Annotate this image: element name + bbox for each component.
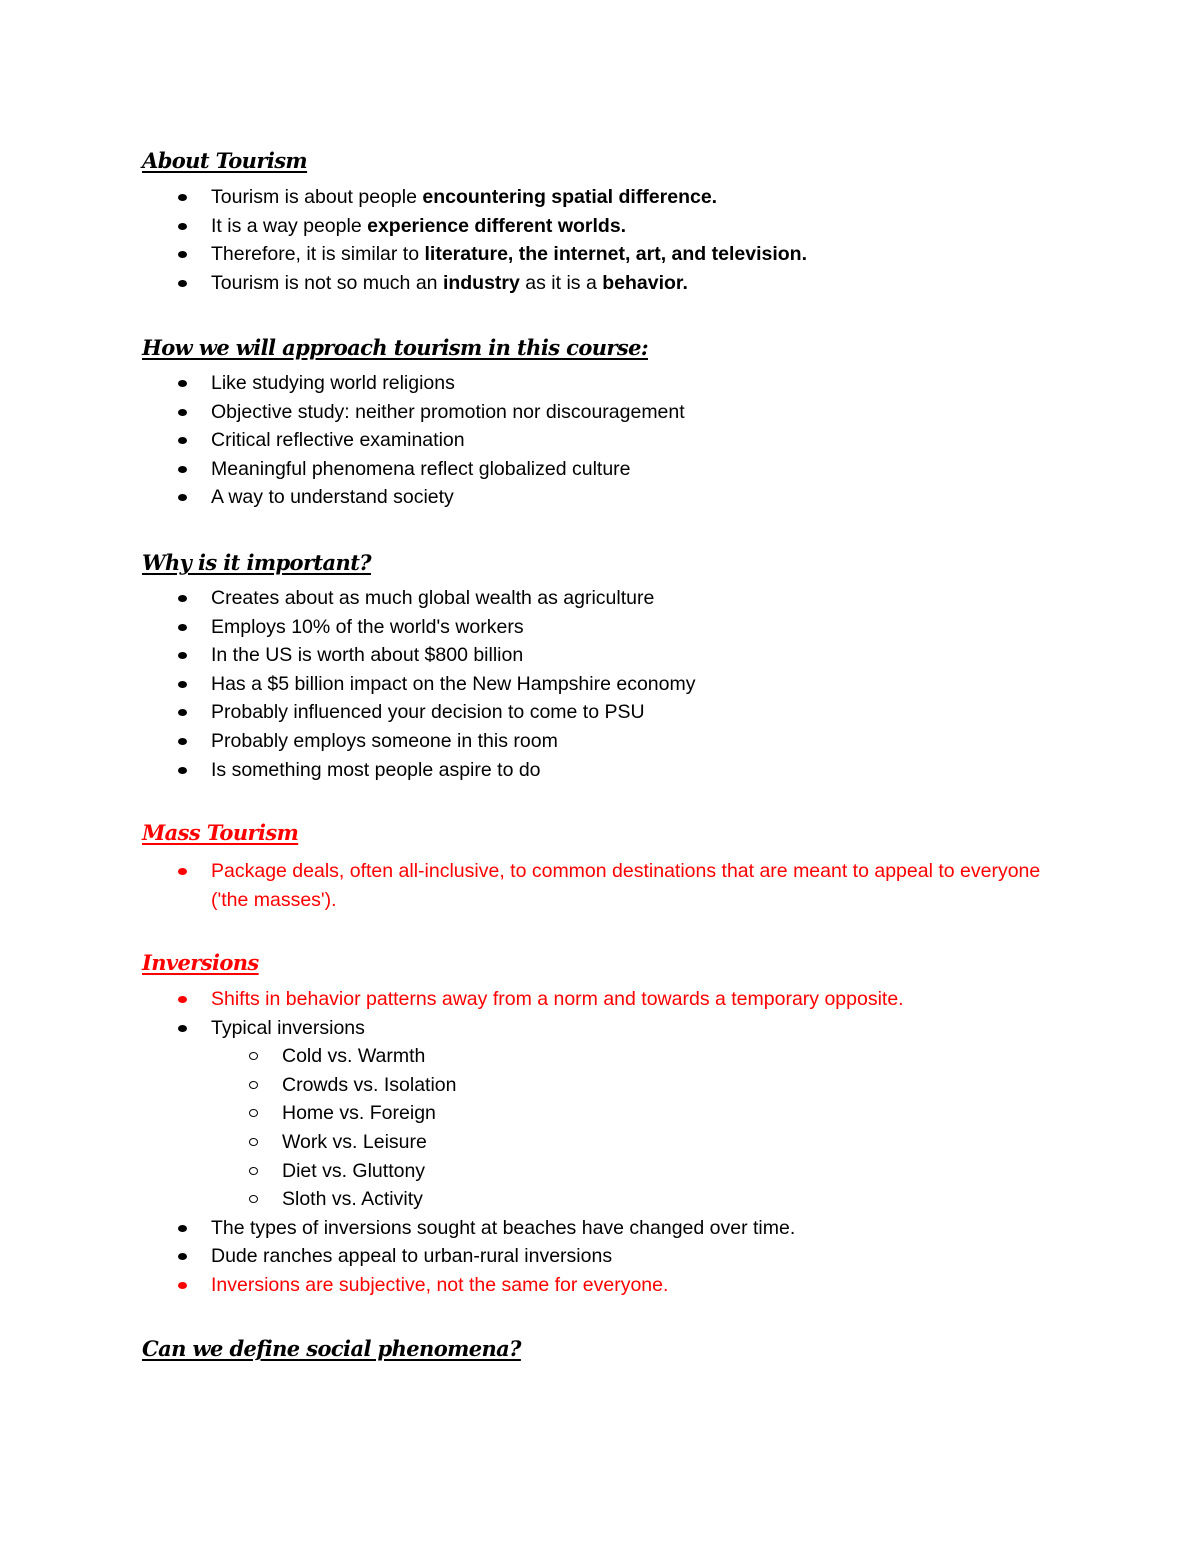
bullet-icon (178, 494, 187, 501)
heading-social-phenomena: Can we define social phenomena? (142, 1336, 521, 1361)
list-item: Objective study: neither promotion nor discouragement (0, 398, 685, 427)
bullet-icon (178, 251, 187, 258)
bullet-icon (178, 868, 187, 875)
sublist-item: Home vs. Foreign (0, 1099, 904, 1128)
list-inversions (0, 985, 904, 1300)
list-item: In the US is worth about $800 billion (0, 641, 695, 670)
list-item: Tourism is not so much an industry as it is a behavior. (0, 269, 807, 298)
heading-mass-tourism: Mass Tourism (142, 820, 299, 845)
list-item: Meaningful phenomena reflect globalized culture (0, 455, 685, 484)
hollow-bullet-icon (249, 1052, 258, 1060)
bullet-icon (178, 437, 187, 444)
bullet-icon (178, 1253, 187, 1260)
hollow-bullet-icon (249, 1081, 258, 1089)
list-item: It is a way people experience different worlds. (0, 212, 807, 241)
heading-why-important: Why is it important? (142, 550, 371, 575)
list-item: Package deals, often all-inclusive, to common destinations that are meant to appeal to everyone ('the masses'). (0, 857, 1061, 914)
list-why-important (0, 584, 695, 784)
heading-about-tourism: About Tourism (142, 148, 308, 173)
bullet-icon (178, 1282, 187, 1289)
list-item: Inversions are subjective, not the same for everyone. (0, 1271, 904, 1300)
bullet-icon (178, 223, 187, 230)
list-item: Probably employs someone in this room (0, 727, 695, 756)
list-item: Has a $5 billion impact on the New Hampshire economy (0, 670, 695, 699)
bullet-icon (178, 738, 187, 745)
list-item: Employs 10% of the world's workers (0, 613, 695, 642)
bullet-icon (178, 1025, 187, 1032)
list-item: Typical inversions (0, 1014, 904, 1043)
list-about-tourism (0, 183, 807, 297)
bullet-icon (178, 709, 187, 716)
bullet-icon (178, 624, 187, 631)
sublist-item: Crowds vs. Isolation (0, 1071, 904, 1100)
list-item: The types of inversions sought at beaches have changed over time. (0, 1214, 904, 1243)
list-item: Therefore, it is similar to literature, the internet, art, and television. (0, 240, 807, 269)
bullet-icon (178, 1225, 187, 1232)
bullet-icon (178, 996, 187, 1003)
sublist-item: Sloth vs. Activity (0, 1185, 904, 1214)
sublist-item: Cold vs. Warmth (0, 1042, 904, 1071)
bullet-icon (178, 681, 187, 688)
list-item: Tourism is about people encountering spatial difference. (0, 183, 807, 212)
bullet-icon (178, 380, 187, 387)
bullet-icon (178, 194, 187, 201)
list-mass-tourism (0, 857, 1061, 914)
list-item: Critical reflective examination (0, 426, 685, 455)
bullet-icon (178, 409, 187, 416)
bullet-icon (178, 652, 187, 659)
heading-approach: How we will approach tourism in this course: (142, 335, 648, 360)
list-item: Creates about as much global wealth as agriculture (0, 584, 695, 613)
hollow-bullet-icon (249, 1167, 258, 1175)
heading-inversions: Inversions (142, 950, 259, 975)
bullet-icon (178, 466, 187, 473)
list-item: A way to understand society (0, 483, 685, 512)
list-item: Dude ranches appeal to urban-rural inversions (0, 1242, 904, 1271)
sublist-item: Diet vs. Gluttony (0, 1157, 904, 1186)
list-item: Probably influenced your decision to come to PSU (0, 698, 695, 727)
hollow-bullet-icon (249, 1195, 258, 1203)
list-item: Is something most people aspire to do (0, 756, 695, 785)
bullet-icon (178, 595, 187, 602)
bullet-icon (178, 767, 187, 774)
sublist-item: Work vs. Leisure (0, 1128, 904, 1157)
list-item: Shifts in behavior patterns away from a norm and towards a temporary opposite. (0, 985, 904, 1014)
list-item: Like studying world religions (0, 369, 685, 398)
hollow-bullet-icon (249, 1109, 258, 1117)
bullet-icon (178, 280, 187, 287)
list-approach (0, 369, 685, 512)
hollow-bullet-icon (249, 1138, 258, 1146)
